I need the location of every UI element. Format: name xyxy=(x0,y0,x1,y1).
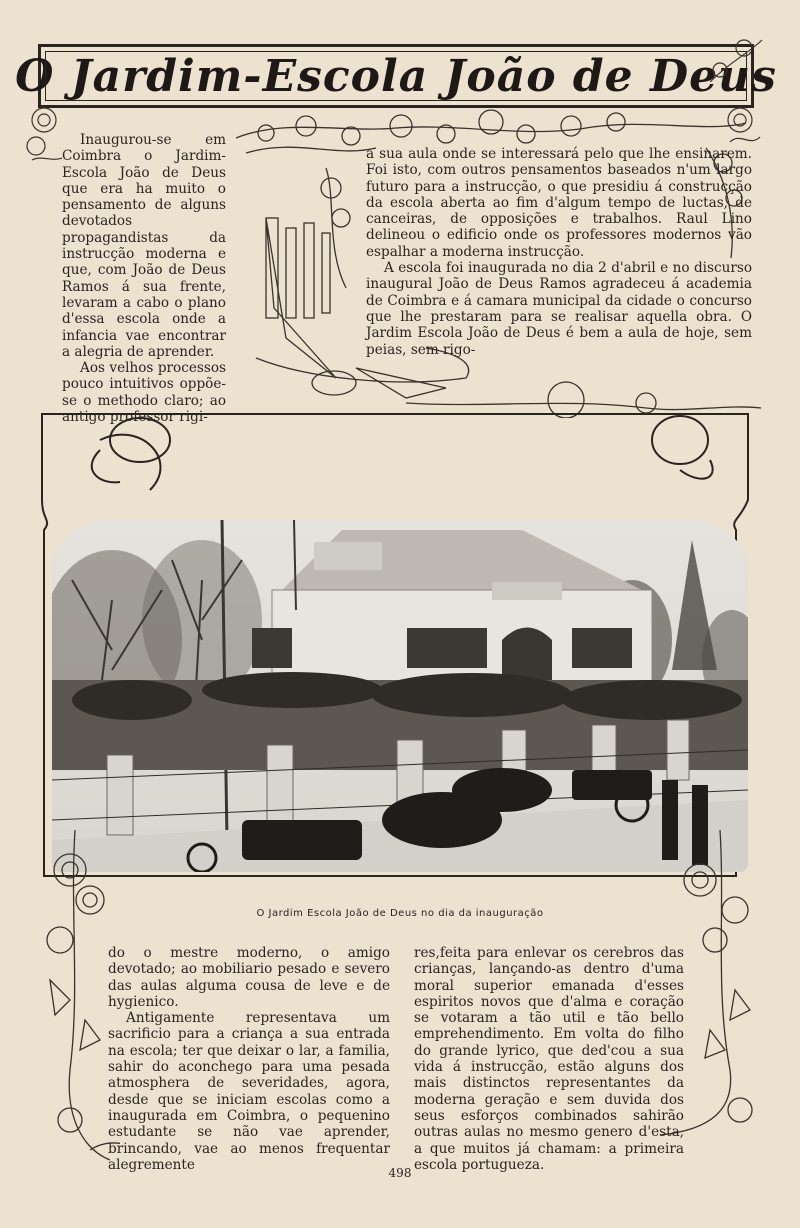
floral-ornament-right-corner xyxy=(700,32,770,162)
page-title: O Jardim-Escola João de Deus xyxy=(15,50,777,102)
paragraph: Antigamente representava um sacrificio para a criança a sua entrada na escola; ter que deixar o lar, a familia, sahir do aconchego para uma pesada atmosphera de severidades, agora, desde que se iniciam escolas como a inaugurada em Coimbra, o pequenino estudante se não vae aprender, brincando, vae ao menos frequentar alegremente xyxy=(108,1010,390,1173)
paragraph: A escola foi inaugurada no dia 2 d'abril e no discurso inaugural João de Deus Ramos agradeceu á academia de Coimbra e á camara municipal da cidade o concurso que lhe prestaram para se realisar aquella obra. O Jardim Escola João de Deus é bem a aula de hoje, sem peias, sem rigo- xyxy=(366,260,752,358)
article-column-top-left xyxy=(62,132,226,425)
photo-caption: O Jardim Escola João de Deus no dia da inauguração xyxy=(256,908,544,919)
article-column-bottom-left xyxy=(108,945,390,1173)
floral-ornament-bottom-left xyxy=(30,830,120,1170)
article-column-top-right xyxy=(366,146,752,358)
page-number: 498 xyxy=(388,1166,412,1180)
inauguration-photo xyxy=(52,520,748,872)
paragraph: res,feita para enlevar os cerebros das crianças, lançando-as dentro d'uma moral superior emanada d'esses espiritos novos que d'alma e coração se votaram a tão util e tão bello emprehendimento. Em volta do filho do grande lyrico, que ded'cou a sua vida á instrucção, estão alguns dos mais distinctos representantes da moderna geração e sem duvida dos seus esforços combinados sahirão outras aulas no mesmo genero d'esta, a que muitos já chamam: a primeira escola portugueza. xyxy=(414,945,684,1173)
paragraph: a sua aula onde se interessará pelo que lhe ensinarem. Foi isto, com outros pensamentos baseados n'um largo futuro para a instrucção, o que presidiu á construcção da escola aberta ao fim d'algum tempo de luctas, de canceiras, de opposições e trabalhos. Raul Lino delineou o edificio onde os professores modernos vão espalhar a moderna instrucção. xyxy=(366,146,752,260)
title-banner xyxy=(15,44,777,108)
paragraph: Inaugurou-se em Coimbra o Jardim-Escola João de Deus que era ha muito o pensamento de alguns devotados propagandistas da instrucção moderna e que, com João de Deus Ramos á sua frente, levaram a cabo o plano d'essa escola onde a infancia vae encontrar a alegria de aprender. xyxy=(62,132,226,360)
article-column-bottom-right xyxy=(414,945,684,1173)
paragraph: Aos velhos processos pouco intuitivos oppõe-se o methodo claro; ao antigo professor rigi- xyxy=(62,360,226,426)
paragraph: do o mestre moderno, o amigo devotado; ao mobiliario pesado e severo das aulas alguma cousa de leve e de hygienico. xyxy=(108,945,390,1010)
